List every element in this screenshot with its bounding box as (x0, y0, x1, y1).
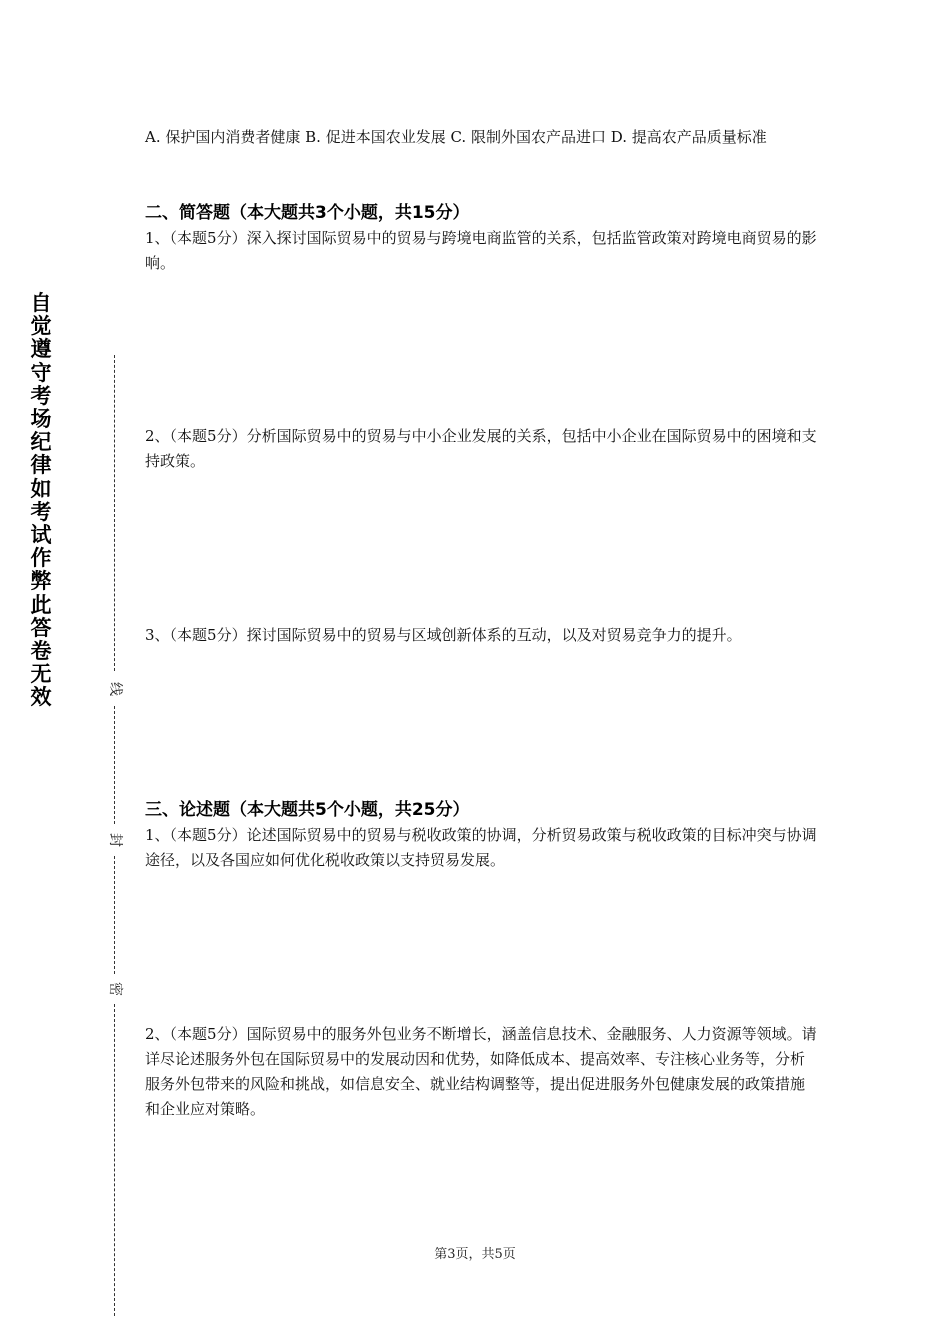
exam-discipline-warning (26, 292, 56, 710)
warning-char: 卷 (30, 639, 52, 664)
binding-dashed-line-top (114, 355, 115, 671)
short-answer-question-1: 1、（本题5分）深入探讨国际贸易中的贸易与跨境电商监管的关系，包括监管政策对跨境电商贸易的影响。 (145, 229, 817, 272)
prev-question-options: A. 保护国内消费者健康 B. 促进本国农业发展 C. 限制外国农产品进口 D. 提高农产品质量标准 (145, 128, 767, 146)
warning-char: 弊 (30, 569, 52, 594)
warning-char: 此 (30, 592, 52, 617)
page-number: 第3页，共5页 (434, 1247, 516, 1262)
essay-question-2: 2、（本题5分）国际贸易中的服务外包业务不断增长，涵盖信息技术、金融服务、人力资源等领域。请详尽论述服务外包在国际贸易中的发展动因和优势，如降低成本、提高效率、专注核心业务等，分析服务外包带来的风险和挑战，如信息安全、就业结构调整等，提出促进服务外包健康发展的政策措施和企业应对策略。 (145, 1025, 817, 1118)
warning-char: 纪 (30, 430, 52, 455)
section-short-answer-title: 二、简答题（本大题共3个小题，共15分） (145, 203, 470, 223)
warning-char: 试 (30, 523, 52, 548)
warning-char: 觉 (30, 314, 52, 339)
warning-char: 无 (30, 662, 52, 687)
warning-char: 自 (30, 291, 52, 315)
binding-mark-seal: 封 (107, 833, 123, 847)
binding-dashed-line-lower (114, 856, 115, 974)
warning-char: 效 (30, 685, 52, 710)
warning-char: 考 (30, 383, 52, 408)
warning-char: 如 (30, 476, 52, 501)
warning-char: 律 (30, 453, 52, 478)
binding-mark-secret: 密 (107, 982, 123, 996)
warning-char: 考 (30, 499, 52, 524)
essay-question-1: 1、（本题5分）论述国际贸易中的贸易与税收政策的协调，分析贸易政策与税收政策的目标冲突与协调途径，以及各国应如何优化税收政策以支持贸易发展。 (145, 826, 817, 869)
warning-char: 遵 (30, 337, 52, 362)
section-essay-title: 三、论述题（本大题共5个小题，共25分） (145, 800, 470, 820)
binding-dashed-line-middle (114, 706, 115, 824)
warning-char: 场 (30, 407, 52, 432)
short-answer-question-3: 3、（本题5分）探讨国际贸易中的贸易与区域创新体系的互动，以及对贸易竞争力的提升。 (145, 626, 742, 644)
warning-char: 作 (30, 546, 52, 571)
binding-mark-line: 线 (107, 682, 123, 696)
warning-char: 答 (30, 615, 52, 640)
binding-dashed-line-bottom (114, 1004, 115, 1316)
warning-char: 守 (30, 360, 52, 385)
short-answer-question-2: 2、（本题5分）分析国际贸易中的贸易与中小企业发展的关系，包括中小企业在国际贸易中的困境和支持政策。 (145, 427, 817, 470)
